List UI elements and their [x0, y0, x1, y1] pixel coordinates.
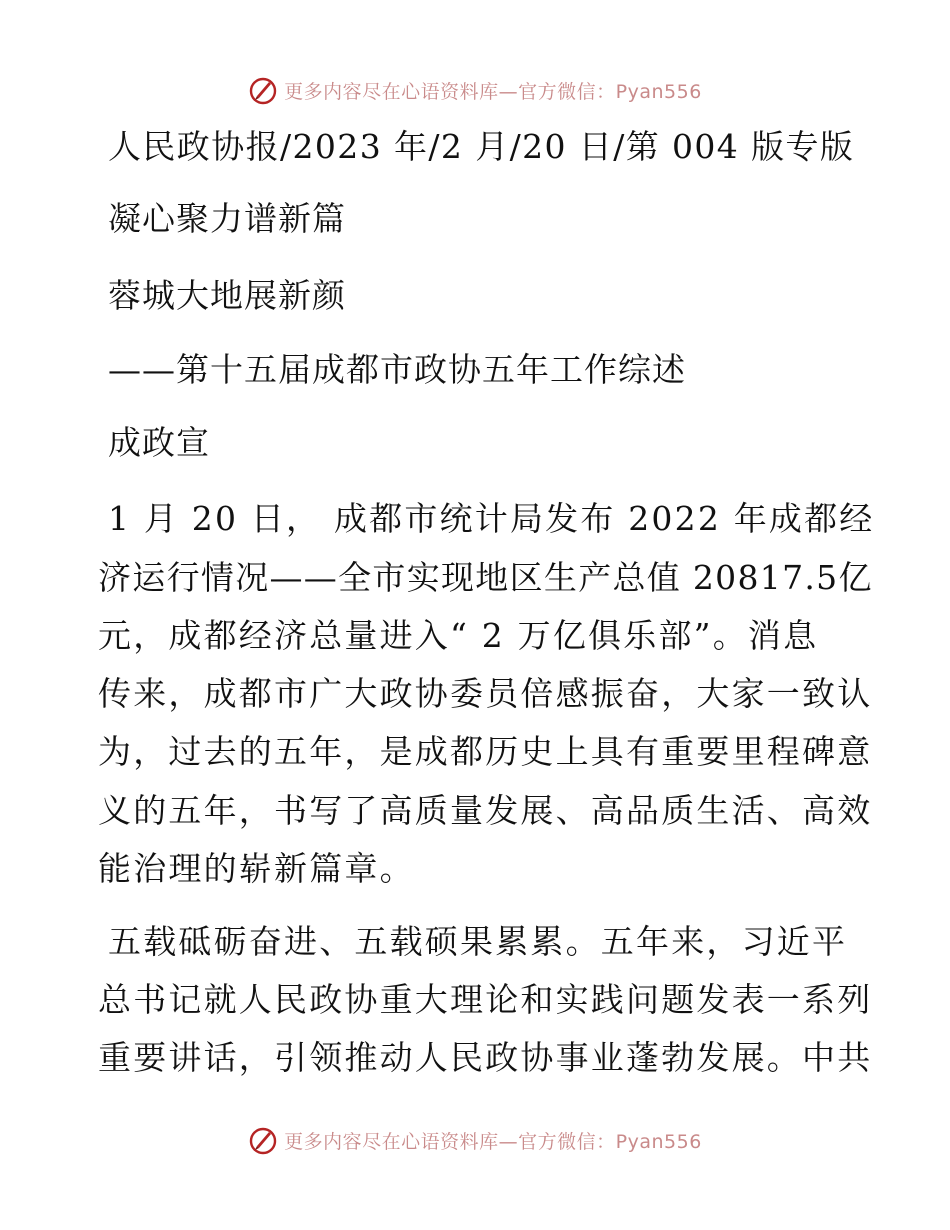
title-line-2: 蓉城大地展新颜	[108, 276, 346, 315]
paragraph-1-line-5: 为，过去的五年，是成都历史上具有重要里程碑意	[98, 732, 873, 771]
paragraph-1-line-3: 元，成都经济总量进入“ 2 万亿俱乐部”。消息	[98, 616, 819, 655]
watermark-banner-bottom	[0, 1120, 950, 1160]
paragraph-2-line-1: 五载砥砺奋进、五载硕果累累。五年来，习近平	[108, 922, 848, 961]
watermark-banner-top	[0, 70, 950, 110]
paragraph-2-line-2: 总书记就人民政协重大理论和实践问题发表一系列	[98, 980, 873, 1019]
source-line: 人民政协报/2023 年/2 月/20 日/第 004 版专版	[108, 127, 855, 166]
paragraph-1-line-7: 能治理的崭新篇章。	[98, 849, 415, 888]
subtitle: ——第十五届成都市政协五年工作综述	[108, 350, 686, 389]
paragraph-1-line-6: 义的五年，书写了高质量发展、高品质生活、高效	[98, 791, 873, 830]
author: 成政宣	[108, 423, 210, 462]
quill-circle-icon	[248, 1125, 278, 1155]
paragraph-1-line-4: 传来，成都市广大政协委员倍感振奋，大家一致认	[98, 674, 873, 713]
watermark-text: 更多内容尽在心语资料库—官方微信：Pyan556	[284, 1130, 702, 1153]
paragraph-1-line-2: 济运行情况——全市实现地区生产总值 20817.5亿	[98, 558, 873, 597]
watermark-text: 更多内容尽在心语资料库—官方微信：Pyan556	[284, 80, 702, 103]
quill-circle-icon	[248, 75, 278, 105]
title-line-1: 凝心聚力谱新篇	[108, 199, 346, 238]
paragraph-1-line-1: 1 月 20 日， 成都市统计局发布 2022 年成都经	[108, 499, 875, 538]
paragraph-2-line-3: 重要讲话，引领推动人民政协事业蓬勃发展。中共	[98, 1038, 873, 1077]
